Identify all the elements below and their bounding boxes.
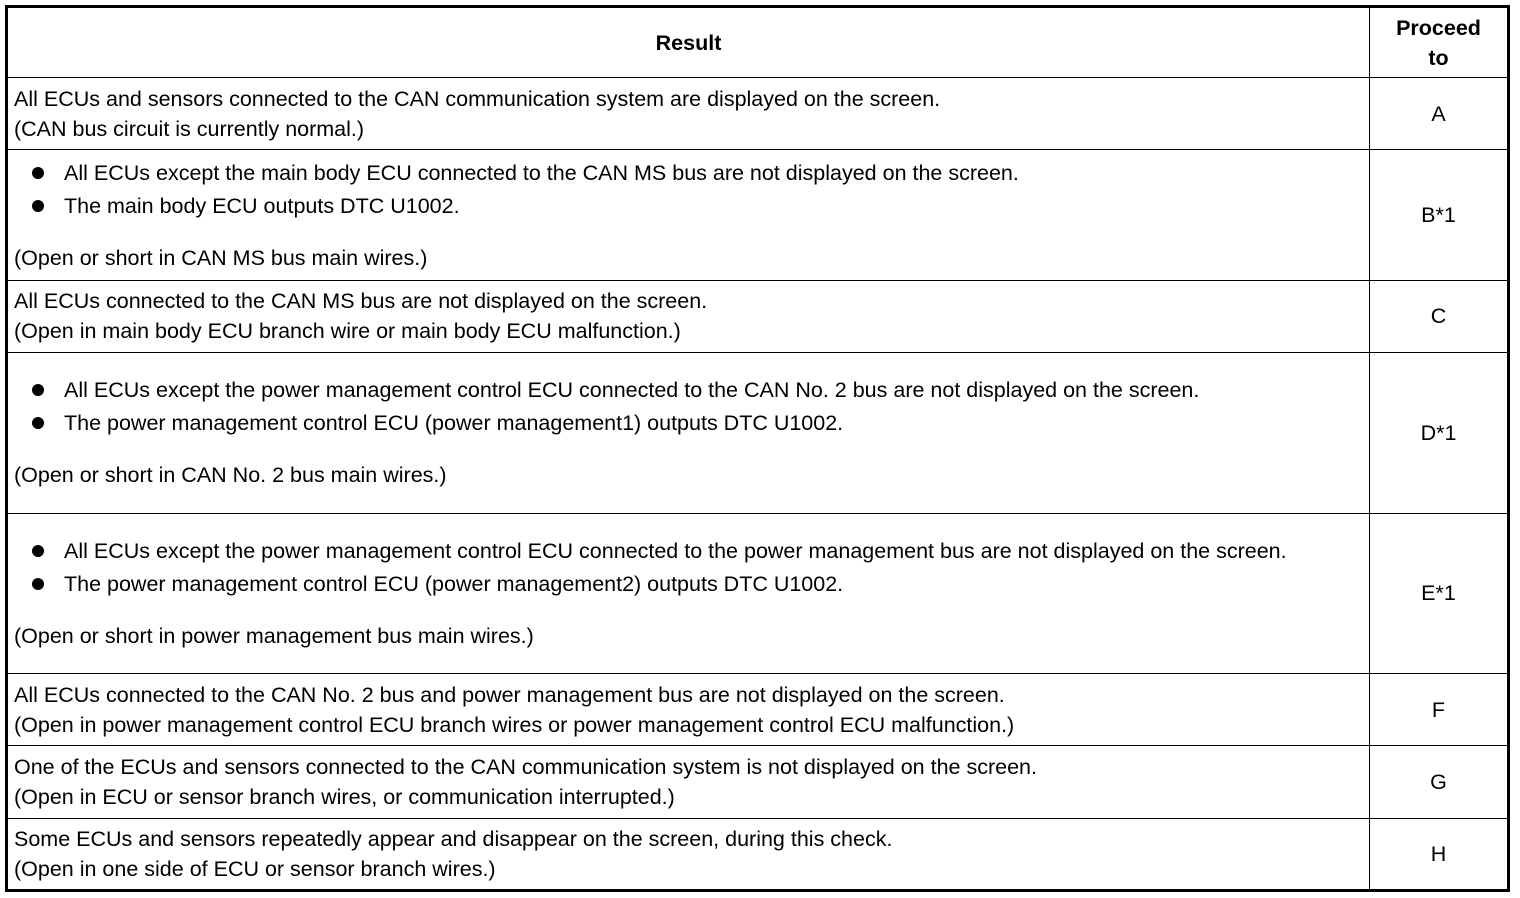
bullet-icon — [32, 545, 44, 557]
result-cell — [7, 353, 1370, 514]
proceed-cell: F — [1370, 674, 1509, 746]
proceed-cell: G — [1370, 746, 1509, 818]
result-text: All ECUs and sensors connected to the CAN communication system are displayed on the screen. — [14, 86, 941, 111]
proceed-cell: E*1 — [1370, 513, 1509, 674]
header-proceed-line1: Proceed — [1396, 15, 1481, 40]
result-cell — [7, 674, 1370, 746]
result-cause: (Open in power management control ECU branch wires or power management control ECU malfunction.) — [14, 712, 1015, 737]
result-cause: (Open or short in CAN MS bus main wires.) — [14, 245, 428, 270]
bullet-icon — [32, 417, 44, 429]
bullet-item: All ECUs except the main body ECU connected to the CAN MS bus are not displayed on the screen. — [14, 158, 1361, 188]
result-cell — [7, 818, 1370, 890]
bullet-list — [14, 375, 1361, 438]
result-cell — [7, 746, 1370, 818]
result-cause: (CAN bus circuit is currently normal.) — [14, 116, 365, 141]
table-row — [7, 78, 1509, 150]
header-proceed-line2: to — [1428, 45, 1449, 70]
table-row — [7, 353, 1509, 514]
table-row — [7, 280, 1509, 352]
table-row — [7, 674, 1509, 746]
bullet-icon — [32, 167, 44, 179]
bullet-item: All ECUs except the power management control ECU connected to the CAN No. 2 bus are not displayed on the screen. — [14, 375, 1361, 405]
table-row — [7, 746, 1509, 818]
result-cause: (Open in ECU or sensor branch wires, or communication interrupted.) — [14, 785, 675, 810]
bullet-icon — [32, 200, 44, 212]
bullet-item: The power management control ECU (power management2) outputs DTC U1002. — [14, 569, 1361, 599]
proceed-cell: B*1 — [1370, 150, 1509, 280]
bullet-item: The power management control ECU (power management1) outputs DTC U1002. — [14, 408, 1361, 438]
result-cause: (Open or short in CAN No. 2 bus main wires.) — [14, 463, 447, 488]
table-row — [7, 818, 1509, 890]
result-text: One of the ECUs and sensors connected to the CAN communication system is not displayed on the screen. — [14, 755, 1037, 780]
result-cell — [7, 78, 1370, 150]
result-cell — [7, 513, 1370, 674]
header-proceed-to — [1370, 7, 1509, 78]
bullet-item: The main body ECU outputs DTC U1002. — [14, 191, 1361, 221]
result-text: All ECUs connected to the CAN No. 2 bus and power management bus are not displayed on the screen. — [14, 682, 1005, 707]
bullet-list — [14, 536, 1361, 599]
bullet-list — [14, 158, 1361, 221]
header-result: Result — [7, 7, 1370, 78]
bullet-icon — [32, 384, 44, 396]
proceed-cell: C — [1370, 280, 1509, 352]
table-row — [7, 150, 1509, 280]
result-cause: (Open in main body ECU branch wire or main body ECU malfunction.) — [14, 319, 681, 344]
result-cell — [7, 280, 1370, 352]
proceed-cell: H — [1370, 818, 1509, 890]
result-cause: (Open in one side of ECU or sensor branch wires.) — [14, 856, 496, 881]
result-text: Some ECUs and sensors repeatedly appear and disappear on the screen, during this check. — [14, 826, 893, 851]
proceed-cell: A — [1370, 78, 1509, 150]
bullet-icon — [32, 578, 44, 590]
result-table — [5, 5, 1510, 892]
bullet-item: All ECUs except the power management control ECU connected to the power management bus are not displayed on the screen. — [14, 536, 1361, 566]
result-cause: (Open or short in power management bus main wires.) — [14, 623, 534, 648]
table-row — [7, 513, 1509, 674]
result-text: All ECUs connected to the CAN MS bus are not displayed on the screen. — [14, 289, 708, 314]
header-row — [7, 7, 1509, 78]
result-cell — [7, 150, 1370, 280]
proceed-cell: D*1 — [1370, 353, 1509, 514]
